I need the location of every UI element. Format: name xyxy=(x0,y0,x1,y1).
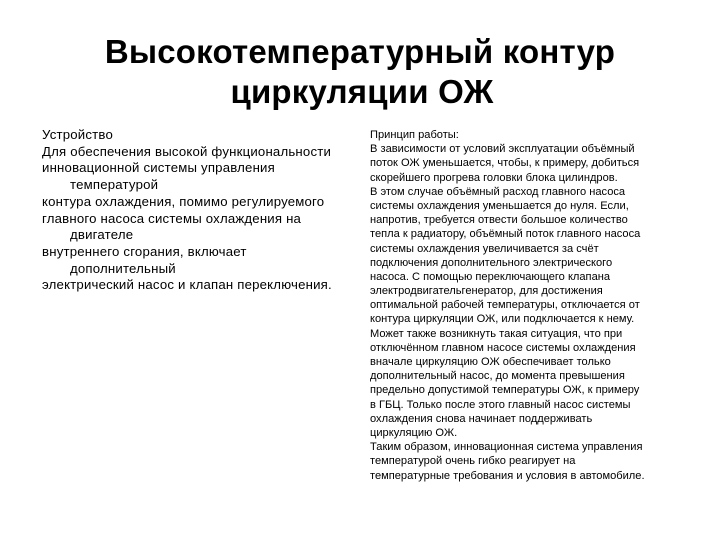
principle-text-line: в ГБЦ. Только после этого главный насос системы xyxy=(370,398,631,411)
principle-text-line: циркуляцию ОЖ. xyxy=(370,426,458,439)
device-text-line: главного насоса системы охлаждения на xyxy=(42,210,302,226)
device-text-line: температурой xyxy=(70,177,159,193)
principle-text-line: насоса. С помощью переключающего клапана xyxy=(370,270,611,283)
principle-text-line: дополнительный насос, до момента превышения xyxy=(370,370,625,383)
device-text-line: внутреннего сгорания, включает xyxy=(42,243,247,259)
principle-text-line: системы охлаждения уменьшается до нуля. Если, xyxy=(370,199,629,212)
device-description-column xyxy=(42,127,352,294)
device-text-line: контура охлаждения, помимо регулируемого xyxy=(42,193,325,209)
principle-text-line: температурой очень гибко реагирует на xyxy=(370,455,576,468)
slide-title-line-2: циркуляции ОЖ xyxy=(230,73,494,110)
principle-text-line: вначале циркуляцию ОЖ обеспечивает только xyxy=(370,356,611,368)
principle-text-line: скорейшего прогрева головки блока цилиндров. xyxy=(370,171,618,184)
device-text-line: Для обеспечения высокой функциональности xyxy=(42,143,332,159)
principle-text-line: Может также возникнуть такая ситуация, что при xyxy=(370,327,623,340)
principle-text-line: системы охлаждения увеличивается за счёт xyxy=(370,242,599,255)
operation-principle-column xyxy=(370,128,690,483)
device-text-line: дополнительный xyxy=(70,260,176,276)
device-heading: Устройство xyxy=(42,127,113,142)
slide-title xyxy=(0,32,720,112)
principle-text-line: напротив, требуется отвести большое количество xyxy=(370,214,628,227)
device-text-line: двигателе xyxy=(70,227,134,243)
principle-text-line: В этом случае объёмный расход главного насоса xyxy=(370,185,626,198)
device-text-line: инновационной системы управления xyxy=(42,160,275,176)
principle-text-line: предельно допустимой температуры ОЖ, к примеру xyxy=(370,384,640,397)
principle-text-line: подключения дополнительного электрического xyxy=(370,256,613,269)
principle-text-line: контура циркуляции ОЖ, или подключается к нему. xyxy=(370,313,635,326)
principle-text-line: поток ОЖ уменьшается, чтобы, к примеру, добиться xyxy=(370,157,640,170)
principle-text-line: электродвигательгенератор, для достижения xyxy=(370,285,603,298)
principle-text-line: температурные требования и условия в автомобиле. xyxy=(370,469,645,482)
principle-text-line: В зависимости от условий эксплуатации объёмный xyxy=(370,143,635,156)
principle-text-line: Таким образом, инновационная система управления xyxy=(370,441,643,454)
slide-title-line-1: Высокотемпературный контур xyxy=(104,33,616,70)
principle-text-line: тепла к радиатору, объёмный поток главного насоса xyxy=(370,228,641,241)
device-text-line: электрический насос и клапан переключения. xyxy=(42,277,332,293)
principle-heading: Принцип работы: xyxy=(370,129,459,141)
principle-text-line: оптимальной рабочей температуры, отключается от xyxy=(370,299,640,312)
principle-text-line: отключённом главном насосе системы охлаждения xyxy=(370,341,636,354)
principle-text-line: охлаждения снова начинает поддерживать xyxy=(370,412,593,425)
